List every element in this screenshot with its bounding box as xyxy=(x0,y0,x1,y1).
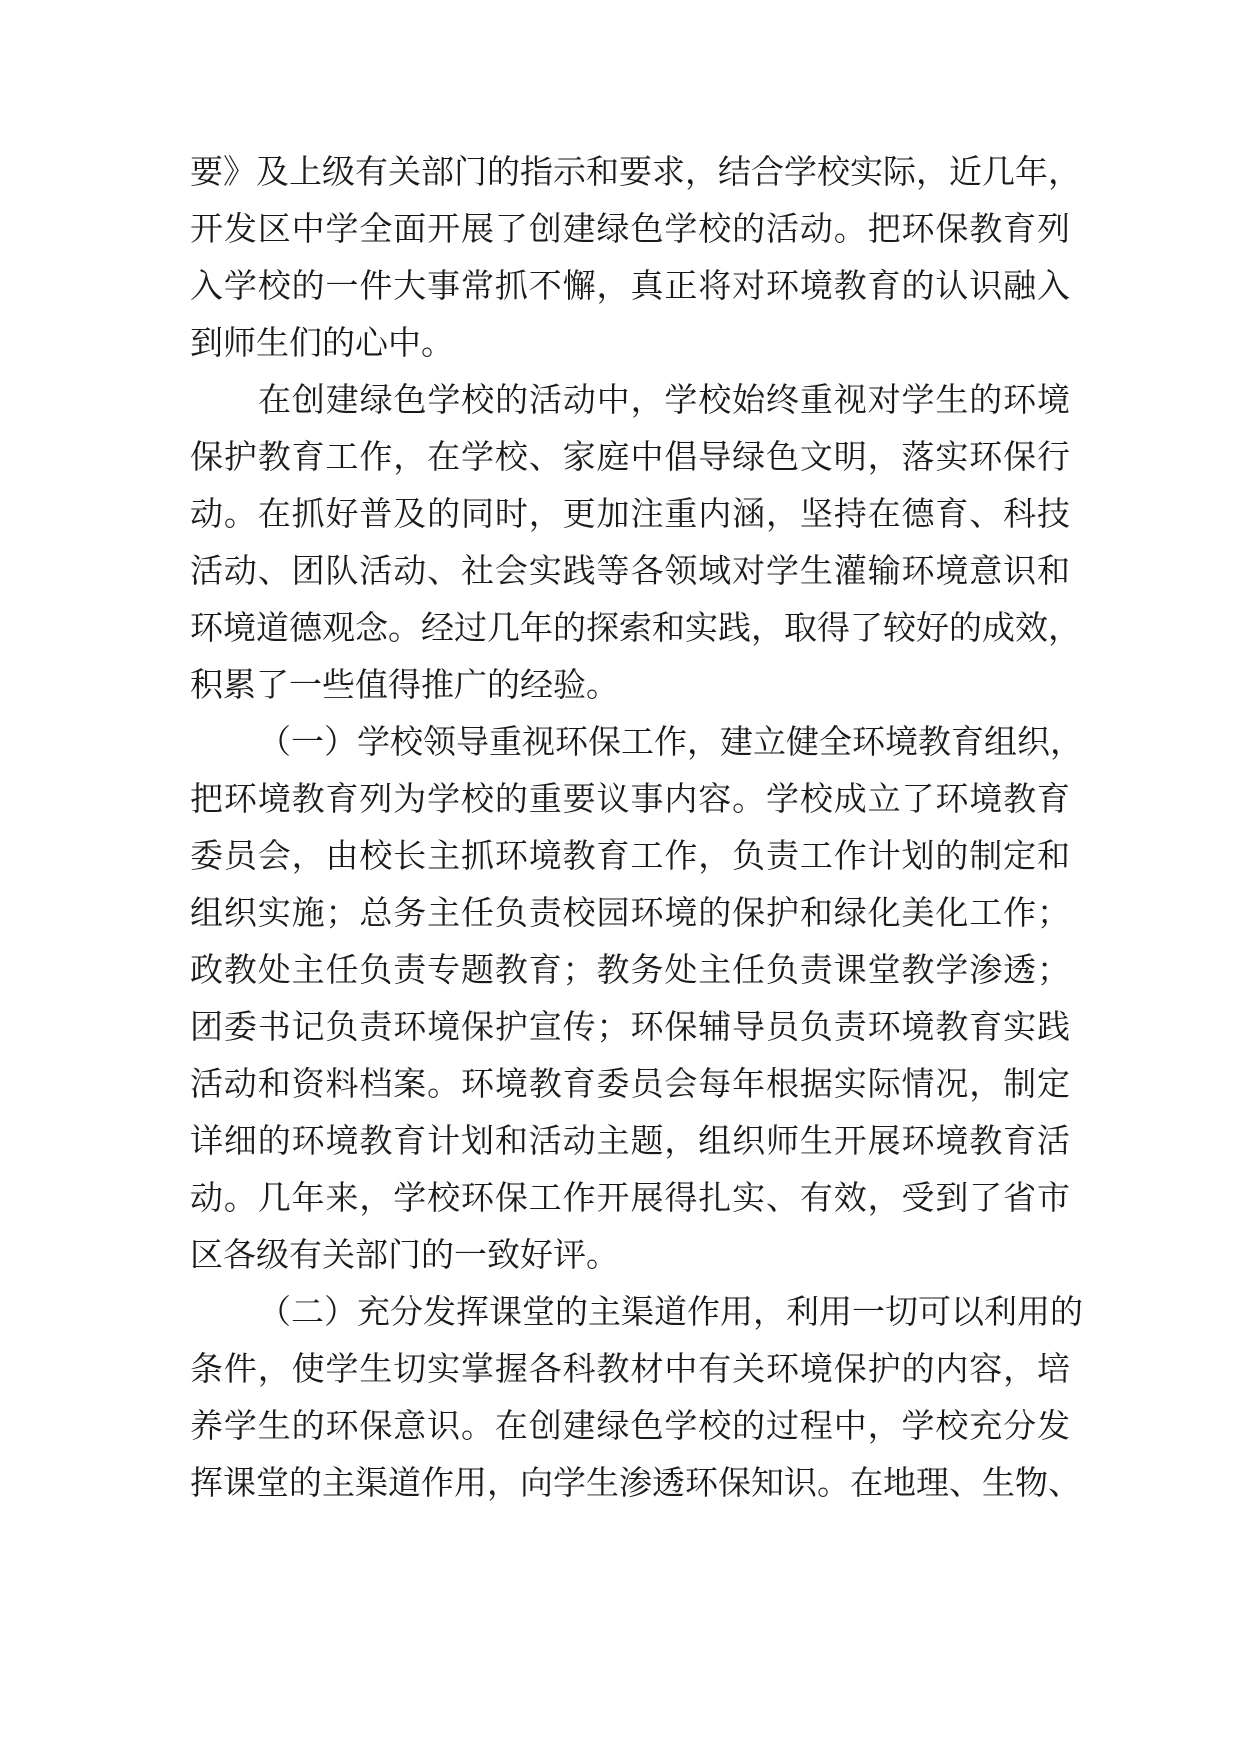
text-line-9: 环境道德观念。经过几年的探索和实践，取得了较好的成效， xyxy=(190,608,1081,647)
text-line-24: 挥课堂的主渠道作用，向学生渗透环保知识。在地理、生物、 xyxy=(190,1463,1081,1502)
text-line-19: 动。几年来，学校环保工作开展得扎实、有效，受到了省市 xyxy=(190,1178,1070,1217)
text-line-4: 到师生们的心中。 xyxy=(190,323,454,362)
text-line-6: 保护教育工作，在学校、家庭中倡导绿色文明，落实环保行 xyxy=(190,437,1070,476)
text-line-13: 委员会，由校长主抓环境教育工作，负责工作计划的制定和 xyxy=(190,836,1070,875)
text-line-1: 要》及上级有关部门的指示和要求，结合学校实际，近几年， xyxy=(190,152,1081,191)
text-line-12: 把环境教育列为学校的重要议事内容。学校成立了环境教育 xyxy=(190,779,1070,818)
section-one-first-line: （一）学校领导重视环保工作，建立健全环境教育组织， xyxy=(258,722,1083,761)
paragraph-2-first-line: 在创建绿色学校的活动中，学校始终重视对学生的环境 xyxy=(258,380,1070,419)
text-line-8: 活动、团队活动、社会实践等各领域对学生灌输环境意识和 xyxy=(190,551,1070,590)
text-line-3: 入学校的一件大事常抓不懈，真正将对环境教育的认识融入 xyxy=(190,266,1070,305)
text-line-17: 活动和资料档案。环境教育委员会每年根据实际情况，制定 xyxy=(190,1064,1070,1103)
text-line-15: 政教处主任负责专题教育；教务处主任负责课堂教学渗透； xyxy=(190,950,1070,989)
text-line-7: 动。在抓好普及的同时，更加注重内涵，坚持在德育、科技 xyxy=(190,494,1070,533)
text-line-10: 积累了一些值得推广的经验。 xyxy=(190,665,619,704)
text-line-22: 条件，使学生切实掌握各科教材中有关环境保护的内容，培 xyxy=(190,1349,1070,1388)
section-two-first-line: （二）充分发挥课堂的主渠道作用，利用一切可以利用的 xyxy=(258,1292,1083,1331)
text-line-16: 团委书记负责环境保护宣传；环保辅导员负责环境教育实践 xyxy=(190,1007,1070,1046)
text-line-14: 组织实施；总务主任负责校园环境的保护和绿化美化工作； xyxy=(190,893,1070,932)
text-line-2: 开发区中学全面开展了创建绿色学校的活动。把环保教育列 xyxy=(190,209,1070,248)
text-line-20: 区各级有关部门的一致好评。 xyxy=(190,1235,619,1274)
text-line-23: 养学生的环保意识。在创建绿色学校的过程中，学校充分发 xyxy=(190,1406,1070,1445)
text-line-18: 详细的环境教育计划和活动主题，组织师生开展环境教育活 xyxy=(190,1121,1070,1160)
